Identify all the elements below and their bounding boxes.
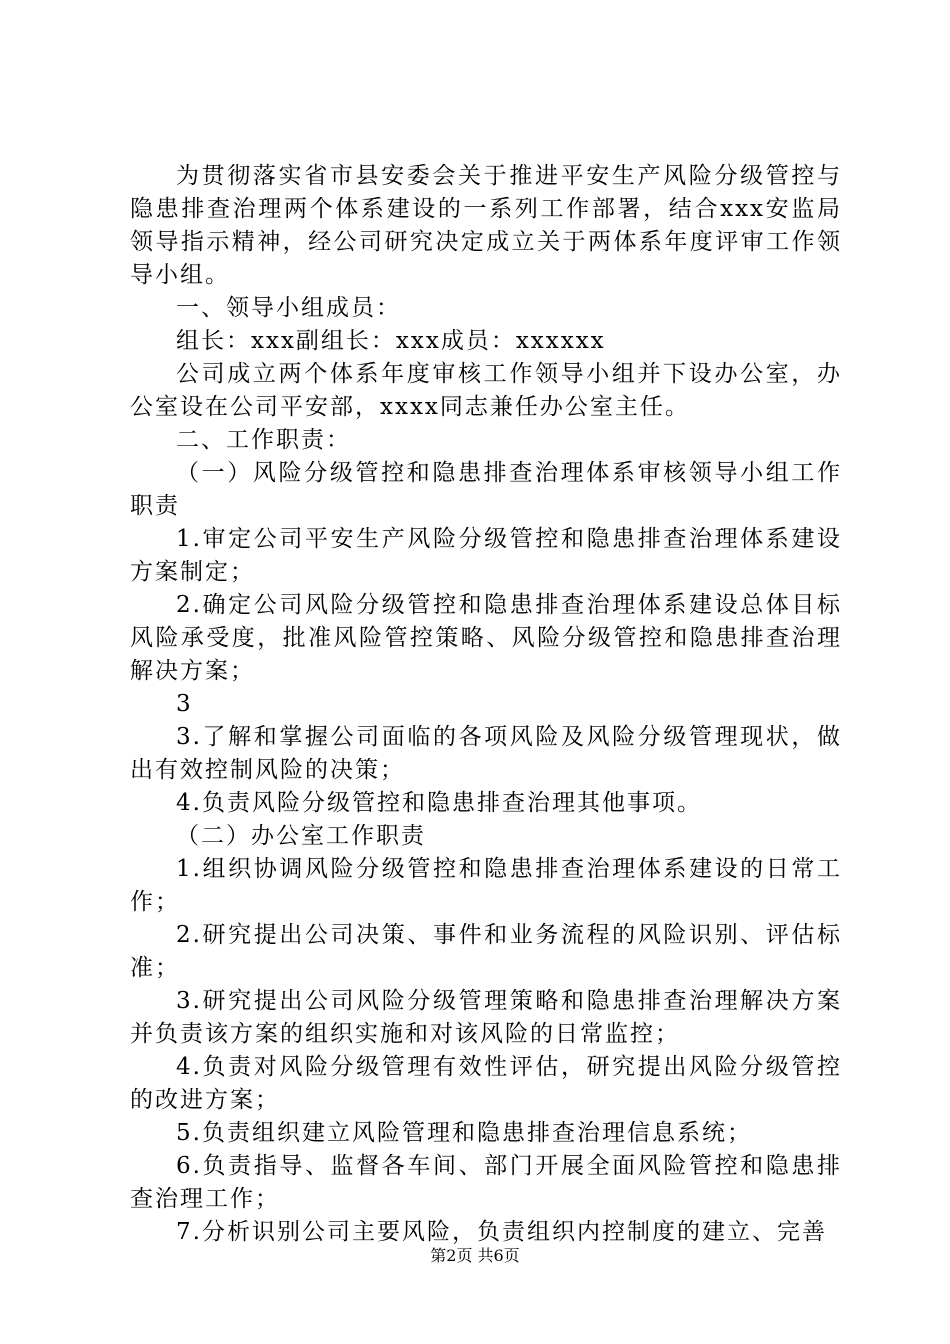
paragraph-office: 公司成立两个体系年度审核工作领导小组并下设办公室，办公室设在公司平安部，xxxx同志兼任办公室主任。 xyxy=(130,361,842,420)
list-item: 2.确定公司风险分级管控和隐患排查治理体系建设总体目标风险承受度，批准风险管控策略、风险分级管控和隐患排查治理解决方案； xyxy=(130,592,842,684)
paragraph-members: 组长：xxx副组长：xxx成员：xxxxxx xyxy=(176,328,606,354)
page-footer: 第2页 共6页 xyxy=(430,1246,520,1265)
section-heading-members: 一、领导小组成员： xyxy=(176,295,401,321)
stray-number: 3 xyxy=(176,691,193,717)
list-item: 5.负责组织建立风险管理和隐患排查治理信息系统； xyxy=(176,1120,752,1146)
list-item: 6.负责指导、监督各车间、部门开展全面风险管控和隐患排查治理工作； xyxy=(130,1153,842,1212)
list-item: 1.审定公司平安生产风险分级管控和隐患排查治理体系建设方案制定； xyxy=(130,526,842,585)
list-item: 1.组织协调风险分级管控和隐患排查治理体系建设的日常工作； xyxy=(130,856,842,915)
list-item: 3.了解和掌握公司面临的各项风险及风险分级管理现状，做出有效控制风险的决策； xyxy=(130,724,842,783)
list-item: 4.负责对风险分级管理有效性评估，研究提出风险分级管控的改进方案； xyxy=(130,1054,842,1113)
list-item: 2.研究提出公司决策、事件和业务流程的风险识别、评估标准； xyxy=(130,922,842,981)
paragraph-intro: 为贯彻落实省市县安委会关于推进平安生产风险分级管控与隐患排查治理两个体系建设的一系列工作部署，结合xxx安监局领导指示精神，经公司研究决定成立关于两体系年度评审工作领导小组。 xyxy=(130,163,842,288)
section-heading-duties: 二、工作职责： xyxy=(176,427,351,453)
list-item: 3.研究提出公司风险分级管理策略和隐患排查治理解决方案并负责该方案的组织实施和对该风险的日常监控； xyxy=(130,988,842,1047)
subsection-heading-office: （二）办公室工作职责 xyxy=(176,823,426,849)
document-body xyxy=(130,160,842,1249)
list-item: 4.负责风险分级管控和隐患排查治理其他事项。 xyxy=(176,790,702,816)
subsection-heading-leadership: （一）风险分级管控和隐患排查治理体系审核领导小组工作职责 xyxy=(130,460,842,519)
list-item: 7.分析识别公司主要风险，负责组织内控制度的建立、完善 xyxy=(176,1219,827,1245)
